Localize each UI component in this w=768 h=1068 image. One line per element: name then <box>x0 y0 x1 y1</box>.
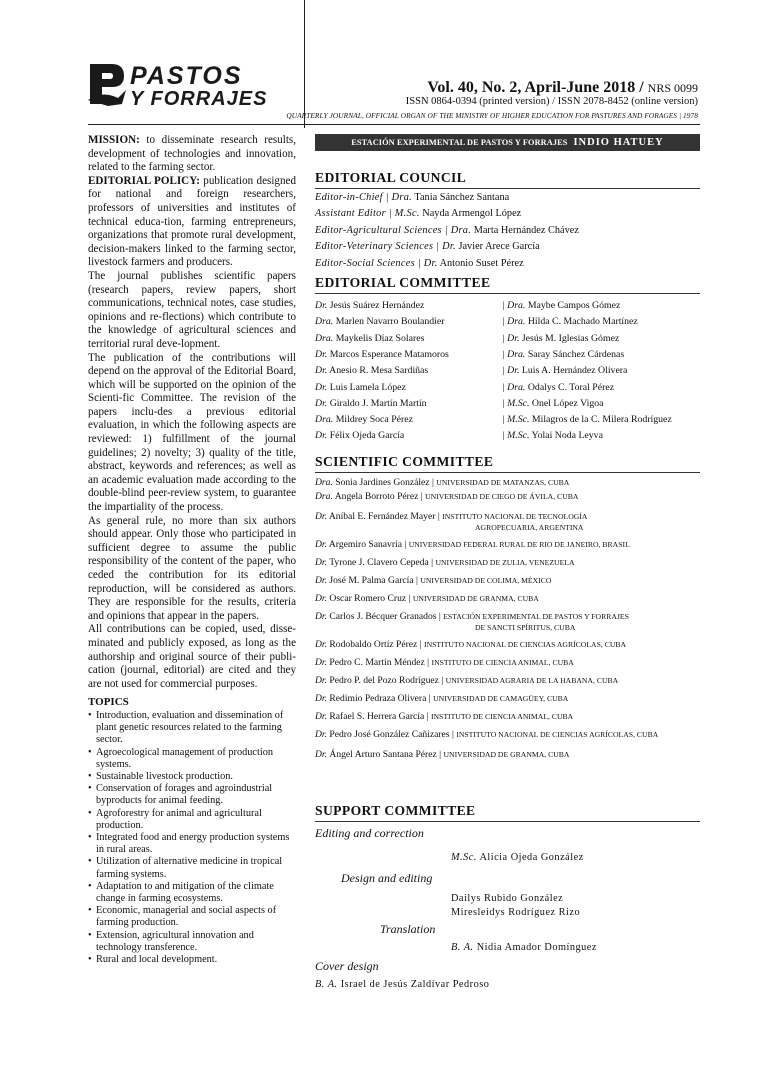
mission-paragraph <box>88 134 296 175</box>
scientist-title: Dr. <box>315 538 327 550</box>
cover-title: B. A. <box>315 979 338 990</box>
member-name: Luis Lamela López <box>327 381 406 393</box>
section-rule <box>315 293 700 294</box>
scientist-title: Dr. <box>315 574 327 586</box>
scientist-row <box>315 536 700 554</box>
editing-label: Editing and correction <box>315 826 424 840</box>
header-vertical-rule <box>304 0 305 128</box>
policy-label: EDITORIAL POLICY: <box>88 174 200 187</box>
council-row <box>315 223 700 239</box>
scientist-title: Dra. <box>315 476 333 488</box>
scientist-name: Argemiro Sanavria | <box>327 538 409 550</box>
member-title: Dra. <box>315 332 334 344</box>
council-row <box>315 206 700 222</box>
scientist-row <box>315 726 700 744</box>
scientist-institution: UNIVERSIDAD DE GRANMA, CUBA <box>443 749 570 759</box>
editorial-committee-section <box>315 275 700 445</box>
station-banner <box>315 134 700 151</box>
banner-name: INDIO HATUEY <box>573 137 664 148</box>
editing-name: Alicia Ojeda González <box>476 852 584 863</box>
member-title: Dr. <box>315 348 328 360</box>
scientist-title: Dr. <box>315 610 327 622</box>
member-name: Yolai Noda Leyva <box>529 430 603 442</box>
section-rule <box>315 472 700 473</box>
committee-member <box>315 380 502 396</box>
member-title: | Dr. <box>502 332 520 344</box>
scientist-row <box>315 590 700 608</box>
member-name: Félix Ojeda García <box>327 430 405 442</box>
council-rows <box>315 190 700 272</box>
council-row <box>315 190 700 206</box>
committee-member <box>502 412 700 428</box>
member-name: Maykelis Díaz Solares <box>333 332 425 344</box>
scientist-institution: UNIVERSIDAD AGRARIA DE LA HABANA, CUBA <box>445 675 619 685</box>
committee-member <box>315 412 502 428</box>
committee-member <box>315 314 502 330</box>
topic-item: • Utilization of alternative medicine in tropical farming systems. <box>88 856 296 880</box>
scientist-title: Dr. <box>315 728 327 740</box>
quarterly-line: QUARTERLY JOURNAL, OFFICIAL ORGAN OF THE MINISTRY OF HIGHER EDUCATION FOR PASTURES AND FORAGES | 1978 <box>286 111 698 120</box>
member-name: Anesio R. Mesa Sardiñas <box>327 365 429 377</box>
member-name: Odalys C. Toral Pérez <box>525 381 615 393</box>
council-row <box>315 239 700 255</box>
scientist-institution: UNIVERSIDAD DE ZULIA, VENEZUELA <box>435 557 575 567</box>
scientist-row <box>315 508 700 534</box>
committee-member <box>502 380 700 396</box>
member-title: Dra. <box>315 316 334 328</box>
member-name: Onel López Vigoa <box>529 397 604 409</box>
scientist-institution: INSTITUTO NACIONAL DE CIENCIAS AGRÍCOLAS, CUBA <box>424 639 627 649</box>
scientist-institution: UNIVERSIDAD FEDERAL RURAL DE RIO DE JANEIRO, BRASIL <box>408 539 630 549</box>
scientist-institution: UNIVERSIDAD DE CAMAGÜEY, CUBA <box>433 693 569 703</box>
member-title: | Dr. <box>502 365 520 377</box>
member-title: | M.Sc. <box>502 397 530 409</box>
member-name: Giraldo J. Martín Martín <box>327 397 427 409</box>
member-title: | Dra. <box>502 316 526 328</box>
nrs-text: NRS 0099 <box>647 81 698 95</box>
scientist-institution-cont: DE SANCTI SPÍRITUS, CUBA <box>475 622 576 632</box>
committee-member <box>502 347 700 363</box>
member-name: Mildrey Soca Pérez <box>333 414 413 426</box>
translation-person <box>451 942 597 953</box>
scientist-institution: UNIVERSIDAD DE GRANMA, CUBA <box>412 593 539 603</box>
member-name: Milagros de la C. Milera Rodríguez <box>529 414 672 426</box>
scientist-institution: UNIVERSIDAD DE MATANZAS, CUBA <box>436 477 570 487</box>
scientist-title: Dr. <box>315 656 327 668</box>
council-name: Javier Arece García <box>455 241 540 253</box>
editorial-council-title: EDITORIAL COUNCIL <box>315 170 467 185</box>
member-name: Hilda C. Machado Martínez <box>525 316 638 328</box>
member-name: Saray Sánchez Cárdenas <box>525 348 625 360</box>
council-role: Assistant Editor | M.Sc. <box>315 208 420 220</box>
translation-name: Nidia Amador Domínguez <box>473 942 597 953</box>
editing-title: M.Sc. <box>451 852 477 863</box>
cover-label: Cover design <box>315 959 379 973</box>
scientist-institution: INSTITUTO NACIONAL DE TECNOLOGÍA <box>442 511 588 521</box>
council-row <box>315 256 700 272</box>
policy-paragraph <box>88 175 296 270</box>
scientist-institution: UNIVERSIDAD DE COLIMA, MÉXICO <box>420 575 552 585</box>
issn-line: ISSN 0864-0394 (printed version) / ISSN 2078-8452 (online version) <box>405 96 698 107</box>
council-name: Tania Sánchez Santana <box>412 192 510 203</box>
logo-line1: PASTOS <box>130 62 243 90</box>
scientist-institution: INSTITUTO DE CIENCIA ANIMAL, CUBA <box>430 711 574 721</box>
policy-text: publication designed for national and foreign researchers, professors of universities and institutes of technical educa-tion, farming entrepreneurs, organizations that promote rural development, decision-makers linked to the farming sector, livestock farmers and producers. <box>88 174 296 269</box>
cover-name: Israel de Jesús Zaldívar Pedroso <box>337 979 490 990</box>
committee-member <box>502 428 700 444</box>
committee-member <box>315 298 502 314</box>
committee-member <box>502 298 700 314</box>
scientist-title: Dra. <box>315 490 333 502</box>
header-rule <box>88 124 700 125</box>
scientist-title: Dr. <box>315 638 327 650</box>
banner-station: ESTACIÓN EXPERIMENTAL DE PASTOS Y FORRAJES <box>351 138 568 147</box>
scientist-row <box>315 490 700 504</box>
topics-title: TOPICS <box>88 696 129 709</box>
left-column <box>88 134 296 966</box>
committee-member <box>315 363 502 379</box>
scientific-committee-title: SCIENTIFIC COMMITTEE <box>315 453 494 469</box>
committee-grid <box>315 298 700 445</box>
section-rule <box>315 188 700 189</box>
member-name: Marlen Navarro Boulandier <box>333 316 445 328</box>
council-name: Marta Hernández Chávez <box>471 224 579 236</box>
scientist-name: Sonia Jardines González | <box>332 476 437 488</box>
committee-member <box>502 363 700 379</box>
committee-member <box>315 331 502 347</box>
journal-logo <box>88 60 300 110</box>
member-title: | M.Sc. <box>502 414 530 426</box>
member-title: Dr. <box>315 300 328 312</box>
scientist-name: Redimio Pedraza Olivera | <box>327 692 434 704</box>
scientist-title: Dr. <box>315 674 327 686</box>
editing-person <box>451 852 584 863</box>
scientist-row <box>315 672 700 690</box>
paragraph-1: The journal publishes scientific papers (research papers, review papers, short communications, technical notes, case studies, opinions and re-flections) which contribute to the knowledge of agricultural sciences and territorial rural deve-lopment. <box>88 269 296 350</box>
scientist-name: Rodobaldo Ortíz Pérez | <box>327 638 425 650</box>
mission-label: MISSION: <box>88 134 140 146</box>
scientist-name: Carlos J. Bécquer Granados | <box>327 610 444 622</box>
paragraph-3: As general rule, no more than six authors should appear. Only those who participated in sufficient degree to assume the public responsibility of the content of the paper, who ceded the contribution for its editorial reproduction, will be considered as authors. They are responsible for the results, criteria and opinions that appear in the papers. <box>88 514 296 622</box>
scientist-row <box>315 608 700 634</box>
scientific-list <box>315 476 700 764</box>
council-role: Editor-Veterinary Sciences | Dr. <box>315 241 456 253</box>
volume-text: Vol. 40, No. 2, April-June 2018 / <box>427 79 644 96</box>
member-name: Marcos Esperance Matamoros <box>327 348 449 360</box>
scientist-institution: INSTITUTO NACIONAL DE CIENCIAS AGRÍCOLAS, CUBA <box>456 729 659 739</box>
scientist-title: Dr. <box>315 710 327 722</box>
council-name: Nayda Armengol López <box>419 208 522 220</box>
scientist-title: Dr. <box>315 592 327 604</box>
scientist-row <box>315 636 700 654</box>
scientist-name: Pedro P. del Pozo Rodríguez | <box>327 674 446 686</box>
scientist-institution: UNIVERSIDAD DE CIEGO DE ÁVILA, CUBA <box>425 491 579 501</box>
scientist-title: Dr. <box>315 748 327 760</box>
committee-member <box>502 331 700 347</box>
scientist-name: Pedro C. Martín Méndez | <box>327 656 432 668</box>
topic-item: • Economic, managerial and social aspects of farming production. <box>88 905 296 929</box>
member-name: Maybe Campos Gómez <box>525 300 621 312</box>
committee-member <box>315 396 502 412</box>
mission-text: to disseminate research results, development of technologies and innovation, related to the farming sector. <box>88 134 296 174</box>
design-label: Design and editing <box>341 871 433 885</box>
scientist-title: Dr. <box>315 556 327 568</box>
member-title: | Dra. <box>502 381 526 393</box>
design-name-1: Dailys Rubido González <box>451 893 564 904</box>
member-title: Dr. <box>315 381 328 393</box>
scientist-name: Aníbal E. Fernández Mayer | <box>327 510 443 522</box>
topic-item: • Sustainable livestock production. <box>88 771 296 783</box>
scientist-name: Rafael S. Herrera García | <box>327 710 431 722</box>
committee-member <box>502 314 700 330</box>
scientist-row <box>315 690 700 708</box>
volume-line <box>427 79 698 97</box>
editorial-committee-title: EDITORIAL COMMITTEE <box>315 275 491 291</box>
cover-person <box>315 979 489 990</box>
editorial-council-section <box>315 170 700 272</box>
scientist-institution: ESTACIÓN EXPERIMENTAL DE PASTOS Y FORRAJES <box>443 611 629 621</box>
scientist-name: Pedro José González Cañizares | <box>327 728 457 740</box>
scientist-name: José M. Palma García | <box>327 574 421 586</box>
member-title: | Dra. <box>502 300 526 312</box>
committee-member <box>315 347 502 363</box>
topic-item: • Rural and local development. <box>88 954 296 966</box>
paragraph-2: The publication of the contributions will depend on the approval of the Editorial Board, which will be supported on the opinion of the Scienti-fic Committee. The revision of the papers inclu-des a previous editorial evaluation, in which the following aspects are reviewed: 1) fulfillment of the journal guidelines; 2) novelty; 3) quality of the title, abstract, keywords and references; as well as an academic evaluation made according to the double-blind peer-review system, to guarantee the impartiality of the process. <box>88 351 296 514</box>
logo-line2: Y FORRAJES <box>130 88 268 110</box>
scientist-row <box>315 746 700 764</box>
paragraph-4: All contributions can be copied, used, disse-minated and publicly exposed, as long as the authorship and original source of their publi-cation (journal, editorial) are cited and they are not used for commercial purposes. <box>88 623 296 690</box>
topic-item: • Integrated food and energy production systems in rural areas. <box>88 832 296 856</box>
topic-item: • Agroforestry for animal and agricultural production. <box>88 808 296 832</box>
member-name: Jesús Suárez Hernández <box>327 300 425 312</box>
committee-member <box>502 396 700 412</box>
topic-item: • Agroecological management of production systems. <box>88 747 296 771</box>
topic-item: • Extension, agricultural innovation and technology transference. <box>88 930 296 954</box>
council-role: Editor-Agricultural Sciences | Dra. <box>315 224 472 236</box>
council-role: Editor-Social Sciences | Dr. <box>315 257 438 269</box>
member-title: Dr. <box>315 397 328 409</box>
scientist-name: Tyrone J. Clavero Cepeda | <box>327 556 436 568</box>
member-name: Luis A. Hernández Olivera <box>519 365 628 377</box>
member-name: Jesús M. Iglesias Gómez <box>519 332 620 344</box>
translation-title: B. A. <box>451 942 474 953</box>
topic-item: • Adaptation to and mitigation of the climate change in farming ecosystems. <box>88 881 296 905</box>
scientist-title: Dr. <box>315 692 327 704</box>
scientist-institution-cont: AGROPECUARIA, ARGENTINA <box>475 522 584 532</box>
scientist-name: Ángel Arturo Santana Pérez | <box>327 748 444 760</box>
right-column <box>315 134 700 764</box>
topics-list <box>88 710 296 966</box>
topic-item: • Conservation of forages and agroindustrial byproducts for animal feeding. <box>88 783 296 807</box>
scientist-row <box>315 476 700 490</box>
translation-label: Translation <box>380 922 436 936</box>
topic-item: • Introduction, evaluation and dissemination of plant genetic resources related to the farming sector. <box>88 710 296 747</box>
scientist-row <box>315 572 700 590</box>
scientist-name: Angela Borroto Pérez | <box>332 490 426 502</box>
council-role: Editor-in-Chief | Dra. <box>315 192 413 203</box>
scientist-row <box>315 654 700 672</box>
member-title: Dra. <box>315 414 334 426</box>
scientist-name: Oscar Romero Cruz | <box>327 592 413 604</box>
scientist-title: Dr. <box>315 510 327 522</box>
member-title: | Dra. <box>502 348 526 360</box>
section-rule <box>315 821 700 822</box>
committee-member <box>315 428 502 444</box>
scientific-committee-section <box>315 454 700 764</box>
support-committee-title: SUPPORT COMMITTEE <box>315 803 476 818</box>
member-title: | M.Sc. <box>502 430 530 442</box>
support-committee-section <box>315 803 700 822</box>
council-name: Antonio Suset Pérez <box>437 257 524 269</box>
design-name-2: Miresleidys Rodríguez Rizo <box>451 907 581 918</box>
scientist-row <box>315 708 700 726</box>
member-title: Dr. <box>315 365 328 377</box>
scientist-institution: INSTITUTO DE CIENCIA ANIMAL, CUBA <box>431 657 574 667</box>
scientist-row <box>315 554 700 572</box>
member-title: Dr. <box>315 430 328 442</box>
